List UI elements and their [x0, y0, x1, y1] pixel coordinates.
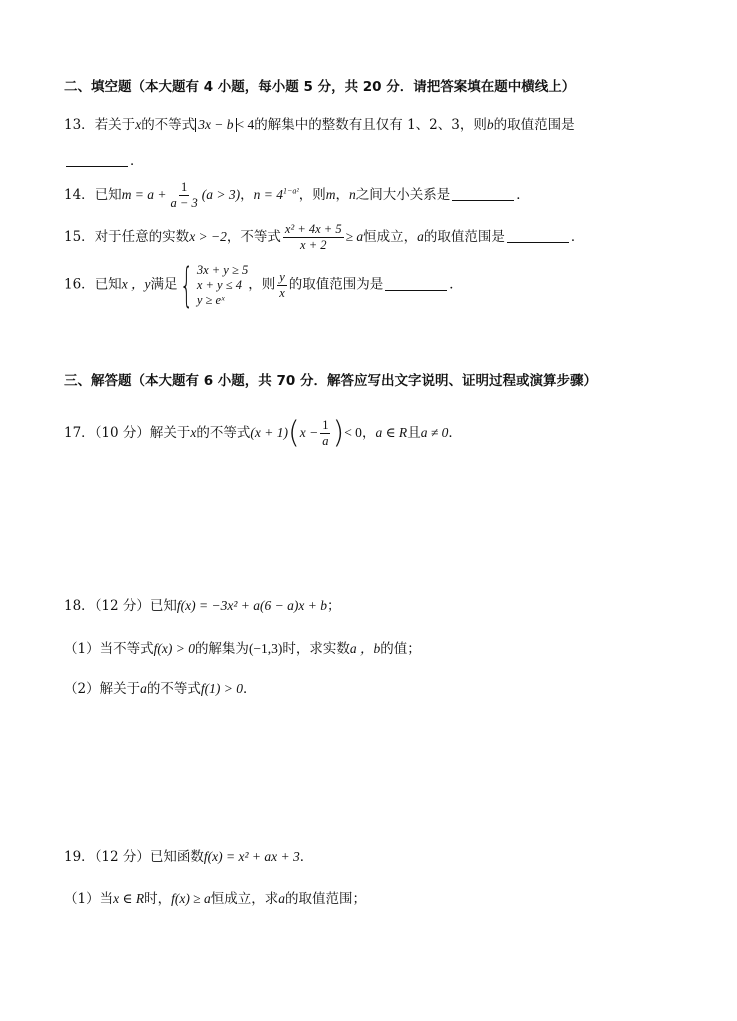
function-definition: f(x) = x² + ax + 3	[203, 849, 300, 864]
expression: f(x) ≥ a	[171, 891, 211, 906]
q14-end: ．	[516, 187, 530, 203]
q13-text-4: 的取值范围是	[493, 117, 575, 133]
var-n: n	[349, 187, 356, 202]
equation-system	[178, 258, 249, 312]
variables: a ，b	[349, 641, 381, 656]
var-x: x	[135, 117, 142, 132]
q17-end: ．	[448, 425, 462, 441]
q16-text-2: 满足	[150, 276, 178, 293]
question-18	[64, 597, 340, 615]
question-13	[64, 116, 575, 134]
var-a: a	[417, 229, 424, 244]
question-18-part-2	[64, 680, 256, 698]
q19p1-text-3: 恒成立，求	[210, 891, 279, 907]
q19-text-1: 已知函数	[149, 849, 204, 865]
left-paren: (	[288, 415, 300, 451]
q15-text-1: 对于任意的实数	[94, 229, 190, 245]
q18p1-text-1: 当不等式	[99, 641, 154, 657]
question-19	[64, 848, 313, 866]
fraction-numerator: 1	[181, 180, 188, 194]
q14-text-1: 已知	[94, 187, 122, 203]
exponent: 1−a²	[282, 186, 299, 196]
q15-text-2: ，不等式	[226, 229, 281, 245]
question-14	[64, 180, 530, 211]
q14-sep-2: ，	[335, 187, 350, 203]
q18p1-text-3: 时，求实数	[282, 641, 350, 657]
q15-text-4: 的取值范围是	[423, 229, 505, 245]
q19-end: ．	[299, 849, 314, 865]
answer-blank[interactable]	[66, 153, 128, 167]
var-a: a	[140, 681, 147, 696]
condition: x > −2	[189, 229, 227, 244]
var-m: m	[325, 187, 336, 202]
q14-text-2: ，则	[298, 187, 326, 203]
points: （12 分）	[94, 849, 150, 865]
inequality: < 0	[344, 425, 362, 440]
q18p1-text-4: 的值；	[380, 641, 421, 657]
condition: x ∈ R	[113, 891, 145, 906]
question-19-part-1	[64, 890, 366, 908]
q18p2-end: ．	[242, 681, 257, 697]
section-heading-fill-in: 二、填空题（本大题有 4 小题，每小题 5 分，共 20 分．请把答案填在题中横线上）	[64, 79, 576, 95]
function-definition: f(x) = −3x² + a(6 − a)x + b	[176, 598, 327, 613]
expression: f(1) > 0	[200, 681, 243, 696]
right-paren: )	[332, 415, 345, 451]
q19p1-text-2: 时，	[144, 891, 172, 907]
q14-text-3: 之间大小关系是	[355, 187, 451, 203]
q13-end: ．	[130, 153, 144, 169]
q13-text-2: 的不等式	[141, 117, 196, 133]
part-label: （1）	[64, 641, 100, 657]
q18p1-text-2: 的解集为	[194, 641, 249, 657]
question-17	[64, 415, 462, 451]
answer-blank[interactable]	[385, 277, 447, 291]
question-15	[64, 222, 584, 253]
inequality: < 4	[236, 117, 255, 132]
q16-text-4: 的取值范围为是	[288, 276, 384, 293]
system-line-1: 3x + y ≥ 5	[196, 262, 249, 277]
answer-blank[interactable]	[507, 229, 569, 243]
question-number: 13．	[64, 117, 95, 133]
question-16	[64, 258, 463, 312]
fraction	[169, 180, 200, 211]
points: （12 分）	[94, 598, 150, 614]
q17-text-1: 解关于	[149, 425, 191, 441]
fraction	[277, 270, 287, 301]
question-number: 16．	[64, 276, 95, 293]
q16-end: ．	[449, 276, 463, 293]
q15-end: ．	[570, 229, 585, 245]
q13-text-1: 若关于	[94, 117, 136, 133]
question-18-part-1	[64, 640, 421, 658]
section-heading-solutions: 三、解答题（本大题有 6 小题，共 70 分．解答应写出文字说明、证明过程或演算步骤）	[64, 373, 597, 389]
factor-1: (x + 1)	[250, 425, 289, 440]
fraction-denominator: a	[322, 434, 329, 448]
fraction-numerator: 1	[322, 418, 329, 432]
q18p2-text-2: 的不等式	[146, 681, 201, 697]
q16-text-1: 已知	[94, 276, 122, 293]
q17-text-3: ，	[361, 425, 376, 441]
fraction-denominator: x + 2	[300, 238, 327, 252]
q16-text-3: ，则	[248, 276, 276, 293]
abs-expression: 3x − b	[195, 118, 236, 132]
system-line-3: y ≥ eˣ	[196, 292, 225, 307]
q19p1-text-4: 的取值范围；	[284, 891, 366, 907]
inequality: ≥ a	[345, 229, 364, 244]
question-13-answer	[64, 152, 144, 170]
question-number: 18．	[64, 598, 95, 614]
question-number: 14．	[64, 187, 95, 203]
q17-text-4: 且	[407, 425, 421, 441]
system-lines	[197, 263, 248, 308]
var-b: b	[486, 117, 494, 132]
var-a: a	[278, 891, 285, 906]
expression: f(x) > 0	[153, 641, 195, 656]
fraction	[320, 418, 330, 449]
condition: (a > 3)	[201, 187, 241, 202]
part-label: （1）	[64, 891, 100, 907]
fraction-numerator: x² + 4x + 5	[284, 222, 342, 236]
expr-m: m = a +	[121, 187, 167, 202]
q13-text-3: 的解集中的整数有且仅有 1、2、3，则	[254, 117, 487, 133]
q17-text-2: 的不等式	[196, 425, 251, 441]
fraction-denominator: x	[279, 285, 285, 300]
left-brace: {	[179, 258, 193, 312]
points: （10 分）	[94, 425, 150, 441]
variables: x ，y	[121, 276, 151, 292]
q14-sep: ，	[240, 187, 254, 203]
q18p2-text-1: 解关于	[99, 681, 141, 697]
interval: (−1,3)	[248, 641, 283, 656]
system-line-2: x + y ≤ 4	[196, 277, 242, 292]
fraction-denominator: a − 3	[170, 196, 198, 210]
question-number: 15．	[64, 229, 95, 245]
expr-n: n = 4	[253, 187, 283, 202]
part-label: （2）	[64, 681, 100, 697]
var-x: x	[190, 425, 197, 440]
q19p1-text-1: 当	[99, 891, 114, 907]
q18-text-1: 已知	[149, 598, 177, 614]
condition: a ∈ R	[375, 425, 408, 440]
inner-expr: x −	[299, 425, 319, 440]
question-number: 19．	[64, 849, 95, 865]
question-number: 17．	[64, 425, 95, 441]
answer-blank[interactable]	[452, 187, 514, 201]
fraction-numerator: y	[279, 269, 285, 284]
condition-2: a ≠ 0	[420, 425, 449, 440]
fraction	[283, 222, 344, 253]
q18-end: ；	[326, 598, 341, 614]
q15-text-3: 恒成立，	[363, 229, 418, 245]
